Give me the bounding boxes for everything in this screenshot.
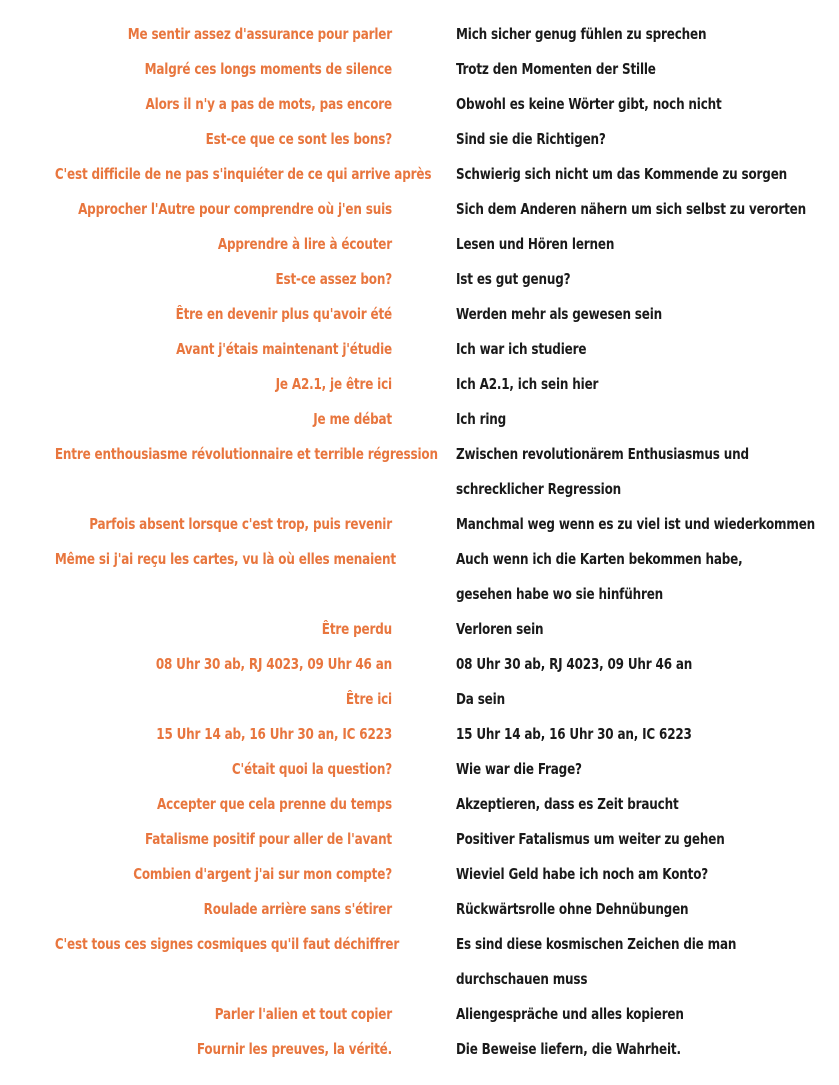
poem-line — [0, 927, 839, 997]
german-verse — [456, 997, 783, 1032]
german-text: schrecklicher Regression — [456, 480, 622, 498]
poem-line — [0, 402, 839, 437]
french-verse — [55, 52, 392, 87]
french-verse — [55, 752, 392, 787]
poem-line — [0, 122, 839, 157]
french-verse — [55, 332, 392, 367]
poem-line — [0, 612, 839, 647]
french-text: C'est tous ces signes cosmiques qu'il faut déchiffrer — [54, 935, 400, 953]
german-text: Rückwärtsrolle ohne Dehnübungen — [456, 900, 689, 918]
french-text: Roulade arrière sans s'étirer — [203, 900, 392, 918]
german-verse — [456, 857, 783, 892]
poem-line — [0, 157, 839, 192]
german-text: Es sind diese kosmischen Zeichen die man — [456, 935, 737, 953]
german-text: Da sein — [456, 690, 505, 708]
french-text: C'est difficile de ne pas s'inquiéter de ce qui arrive après — [54, 165, 432, 183]
german-verse — [456, 52, 783, 87]
german-text: Ich war ich studiere — [456, 340, 587, 358]
french-verse — [55, 647, 392, 682]
french-verse — [55, 892, 392, 927]
french-verse — [55, 507, 392, 542]
poem-line — [0, 857, 839, 892]
german-verse — [456, 227, 783, 262]
french-verse — [55, 997, 392, 1032]
french-text: Est-ce assez bon? — [275, 270, 392, 288]
poem-line — [0, 1032, 839, 1067]
french-verse — [55, 367, 392, 402]
german-verse — [456, 17, 783, 52]
german-text: Mich sicher genug fühlen zu sprechen — [456, 25, 707, 43]
german-verse — [456, 507, 816, 542]
german-text: Werden mehr als gewesen sein — [456, 305, 663, 323]
german-text: Schwierig sich nicht um das Kommende zu sorgen — [456, 165, 788, 183]
french-text: Parfois absent lorsque c'est trop, puis revenir — [89, 515, 393, 533]
french-verse — [54, 437, 438, 472]
poem-line — [0, 752, 839, 787]
poem-line — [0, 822, 839, 857]
french-text: Même si j'ai reçu les cartes, vu là où elles menaient — [54, 550, 396, 568]
french-verse — [55, 122, 392, 157]
poem-line — [0, 52, 839, 87]
german-verse — [456, 682, 783, 717]
german-verse — [456, 437, 783, 507]
german-text: Die Beweise liefern, die Wahrheit. — [456, 1040, 681, 1058]
german-verse — [456, 332, 783, 367]
french-verse — [55, 297, 392, 332]
german-verse — [456, 297, 783, 332]
french-text: Parler l'alien et tout copier — [214, 1005, 392, 1023]
french-verse — [54, 157, 432, 192]
bilingual-poem — [0, 17, 839, 1067]
german-verse — [456, 927, 783, 997]
poem-line — [0, 262, 839, 297]
french-text: Approcher l'Autre pour comprendre où j'en suis — [78, 200, 393, 218]
french-verse — [55, 227, 392, 262]
german-text: Akzeptieren, dass es Zeit braucht — [456, 795, 679, 813]
french-text: 15 Uhr 14 ab, 16 Uhr 30 an, IC 6223 — [156, 725, 392, 743]
poem-line — [0, 87, 839, 122]
french-text: Me sentir assez d'assurance pour parler — [127, 25, 392, 43]
german-text: 08 Uhr 30 ab, RJ 4023, 09 Uhr 46 an — [456, 655, 693, 673]
german-verse — [456, 647, 783, 682]
french-text: Apprendre à lire à écouter — [217, 235, 392, 253]
french-verse — [55, 402, 392, 437]
poem-line — [0, 892, 839, 927]
french-text: Avant j'étais maintenant j'étudie — [176, 340, 392, 358]
french-verse — [55, 87, 392, 122]
poem-line — [0, 297, 839, 332]
french-verse — [54, 542, 396, 577]
german-text: Sind sie die Richtigen? — [456, 130, 606, 148]
french-verse — [55, 612, 392, 647]
poem-line — [0, 332, 839, 367]
german-text: durchschauen muss — [456, 970, 588, 988]
german-verse — [456, 1032, 783, 1067]
poem-line — [0, 542, 839, 612]
german-text: Verloren sein — [456, 620, 544, 638]
french-verse — [55, 262, 392, 297]
poem-line — [0, 437, 839, 507]
german-verse — [456, 87, 783, 122]
german-verse — [456, 822, 783, 857]
german-text: Lesen und Hören lernen — [456, 235, 615, 253]
german-text: Ich ring — [456, 410, 507, 428]
french-text: Malgré ces longs moments de silence — [144, 60, 392, 78]
german-text: Aliengespräche und alles kopieren — [456, 1005, 684, 1023]
french-verse — [55, 17, 392, 52]
poem-line — [0, 192, 839, 227]
french-text: Être ici — [345, 690, 392, 708]
german-text: gesehen habe wo sie hinführen — [456, 585, 664, 603]
french-text: Je me débat — [313, 410, 392, 428]
german-verse — [456, 752, 783, 787]
german-text: 15 Uhr 14 ab, 16 Uhr 30 an, IC 6223 — [456, 725, 692, 743]
german-verse — [456, 402, 783, 437]
poem-line — [0, 717, 839, 752]
french-verse — [55, 1032, 392, 1067]
poem-line — [0, 367, 839, 402]
french-text: Fournir les preuves, la vérité. — [196, 1040, 392, 1058]
german-verse — [456, 122, 783, 157]
german-text: Wie war die Frage? — [456, 760, 582, 778]
french-verse — [55, 717, 392, 752]
french-text: Alors il n'y a pas de mots, pas encore — [145, 95, 392, 113]
german-text: Ist es gut genug? — [456, 270, 571, 288]
french-verse — [55, 822, 392, 857]
french-verse — [55, 682, 392, 717]
french-text: Fatalisme positif pour aller de l'avant — [144, 830, 392, 848]
german-text: Positiver Fatalismus um weiter zu gehen — [456, 830, 725, 848]
german-verse — [456, 612, 783, 647]
french-text: Est-ce que ce sont les bons? — [205, 130, 392, 148]
poem-line — [0, 682, 839, 717]
german-text: Auch wenn ich die Karten bekommen habe, — [456, 550, 743, 568]
french-text: Être perdu — [321, 620, 392, 638]
poem-line — [0, 507, 839, 542]
german-text: Obwohl es keine Wörter gibt, noch nicht — [456, 95, 722, 113]
french-text: Accepter que cela prenne du temps — [157, 795, 392, 813]
poem-line — [0, 787, 839, 822]
french-text: 08 Uhr 30 ab, RJ 4023, 09 Uhr 46 an — [155, 655, 392, 673]
french-text: Être en devenir plus qu'avoir été — [175, 305, 392, 323]
poem-line — [0, 17, 839, 52]
german-text: Manchmal weg wenn es zu viel ist und wiederkommen — [456, 515, 816, 533]
french-text: Je A2.1, je être ici — [275, 375, 392, 393]
german-text: Zwischen revolutionärem Enthusiasmus und — [456, 445, 749, 463]
german-verse — [456, 192, 807, 227]
french-verse — [54, 927, 400, 962]
german-text: Sich dem Anderen nähern um sich selbst zu verorten — [456, 200, 807, 218]
german-verse — [456, 367, 783, 402]
german-verse — [456, 717, 783, 752]
german-text: Wieviel Geld habe ich noch am Konto? — [456, 865, 709, 883]
poem-line — [0, 647, 839, 682]
german-text: Ich A2.1, ich sein hier — [456, 375, 599, 393]
german-verse — [456, 892, 783, 927]
french-verse — [55, 192, 392, 227]
french-text: Entre enthousiasme révolutionnaire et terrible régression — [54, 445, 438, 463]
poem-line — [0, 227, 839, 262]
french-verse — [55, 787, 392, 822]
french-verse — [55, 857, 392, 892]
german-text: Trotz den Momenten der Stille — [456, 60, 656, 78]
german-verse — [456, 787, 783, 822]
german-verse — [456, 542, 783, 612]
poem-line — [0, 997, 839, 1032]
french-text: C'était quoi la question? — [231, 760, 392, 778]
french-text: Combien d'argent j'ai sur mon compte? — [133, 865, 392, 883]
german-verse — [456, 262, 783, 297]
german-verse — [456, 157, 788, 192]
